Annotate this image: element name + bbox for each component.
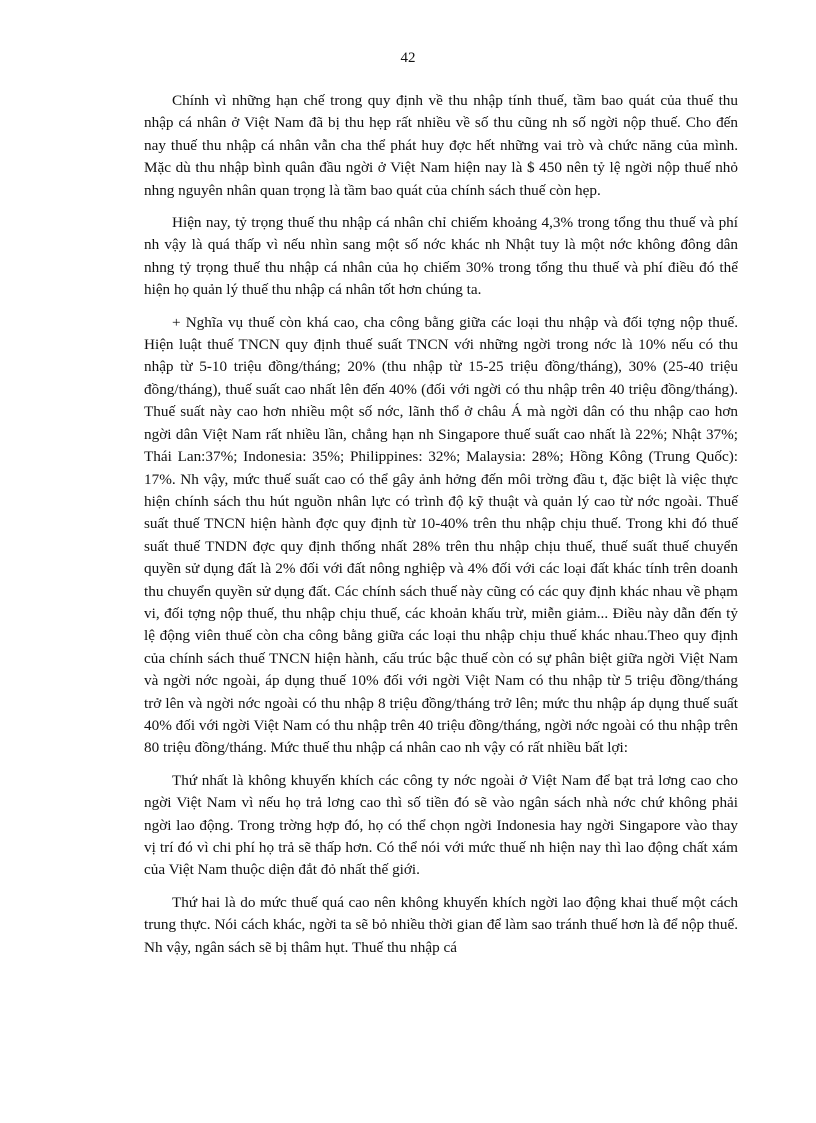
page-number: 42 xyxy=(400,50,416,66)
paragraph-second-disadvantage: Thứ hai là do mức thuế quá cao nên không khuyến khích ngời lao động khai thuế một cách trung thực. Nói cách khác, ngời ta sẽ bỏ nhiều thời gian để làm sao tránh thuế hơn là để nộp thuế. Nh vậy, ngân sách sẽ bị thâm hụt. Thuế thu nhập cá xyxy=(144,893,738,956)
paragraph-first-disadvantage: Thứ nhất là không khuyến khích các công ty nớc ngoài ở Việt Nam để bạt trả lơng cao cho ngời Việt Nam vì nếu họ trả lơng cao thì số tiền đó sẽ vào ngân sách nhà nớc chứ không phải ngời lao động. Trong trờng hợp đó, họ có thể chọn ngời Indonesia hay ngời Singapore vào thay vị trí đó vì chi phí họ trả sẽ thấp hơn. Có thể nói với mức thuế nh hiện nay thì lao động chất xám của Việt Nam thuộc diện đắt đỏ nhất thế giới. xyxy=(144,771,738,879)
paragraph-tax-obligation: + Nghĩa vụ thuế còn khá cao, cha công bằng giữa các loại thu nhập và đối tợng nộp thuế. Hiện luật thuế TNCN quy định thuế suất TNCN với những ngời trong nớc là 10% nếu có thu nhập từ 5-10 triệu đồng/tháng; 20% (thu nhập từ 15-25 triệu đồng/tháng), 30% (25-40 triệu đồng/tháng), thuế suất cao nhất lên đến 40% (đối với ngời có thu nhập trên 40 triệu đồng/tháng). Thuế suất này cao hơn nhiều một số nớc, lãnh thổ ở châu Á mà ngời dân có thu nhập cao hơn ngời dân Việt Nam rất nhiều lần, chẳng hạn nh Singapore thuế suất cao nhất là 22%; Nhật 37%; Thái Lan:37%; Indonesia: 35%; Philippines: 32%; Malaysia: 28%; Hồng Kông (Trung Quốc): 17%. Nh vậy, mức thuế suất cao có thể gây ảnh hởng đến môi trờng đầu t, đặc biệt là việc thực hiện chính sách thu hút nguồn nhân lực có trình độ kỹ thuật và quản lý cao từ nớc ngoài. Thuế suất thuế TNCN hiện hành đợc quy định từ 10-40% trên thu nhập chịu thuế. Trong khi đó thuế suất thuế TNDN đợc quy định thống nhất 28% trên thu nhập chịu thuế, thuế suất thuế chuyển quyền sử dụng đất là 2% đối với đất nông nghiệp và 4% đối với các loại đất khác tính trên doanh thu chuyển quyền sử dụng đất. Các chính sách thuế này cũng có các quy định khác nhau về phạm vi, đối tợng nộp thuế, thu nhập chịu thuế, các khoản khấu trừ, miễn giảm... Điều này dẫn đến tỷ lệ động viên thuế còn cha công bằng giữa các loại thu nhập chịu thuế khác nhau.Theo quy định của chính sách thuế TNCN hiện hành, cấu trúc bậc thuế còn có sự phân biệt giữa ngời Việt Nam và ngời nớc ngoài, áp dụng thuế 10% đối với ngời Việt Nam có thu nhập từ 5 triệu đồng/tháng trở lên và ngời nớc ngoài có thu nhập 8 triệu đồng/tháng trở lên; mức thu nhập áp dụng thuế suất 40% đối với ngời Việt Nam có thu nhập trên 40 triệu đồng/tháng, ngời nớc ngoài có thu nhập trên 80 triệu đồng/tháng. Mức thuế thu nhập cá nhân cao nh vậy có rất nhiều bất lợi: xyxy=(144,313,738,757)
paragraph-tax-scope: Chính vì những hạn chế trong quy định về thu nhập tính thuế, tầm bao quát của thuế thu nhập cá nhân ở Việt Nam đã bị thu hẹp rất nhiều về số thu cũng nh số ngời nộp thuế. Cho đến nay thuế thu nhập cá nhân vẫn cha thể phát huy đợc hết những vai trò và chức năng của mình. Mặc dù thu nhập bình quân đầu ngời ở Việt Nam hiện nay là $ 450 nên tỷ lệ ngời nộp thuế nhỏ nhng nguyên nhân quan trọng là tầm bao quát của chính sách thuế còn hẹp. xyxy=(144,92,738,199)
paragraph-tax-share: Hiện nay, tỷ trọng thuế thu nhập cá nhân chỉ chiếm khoảng 4,3% trong tổng thu thuế và phí nh vậy là quá thấp vì nếu nhìn sang một số nớc khác nh Nhật tuy là một nớc không đông dân nhng tỷ trọng thuế thu nhập cá nhân của họ chiếm 30% trong tổng thu thuế và phí điều đó thể hiện họ quản lý thuế thu nhập cá nhân tốt hơn chúng ta. xyxy=(144,214,738,299)
document-body xyxy=(144,90,738,959)
